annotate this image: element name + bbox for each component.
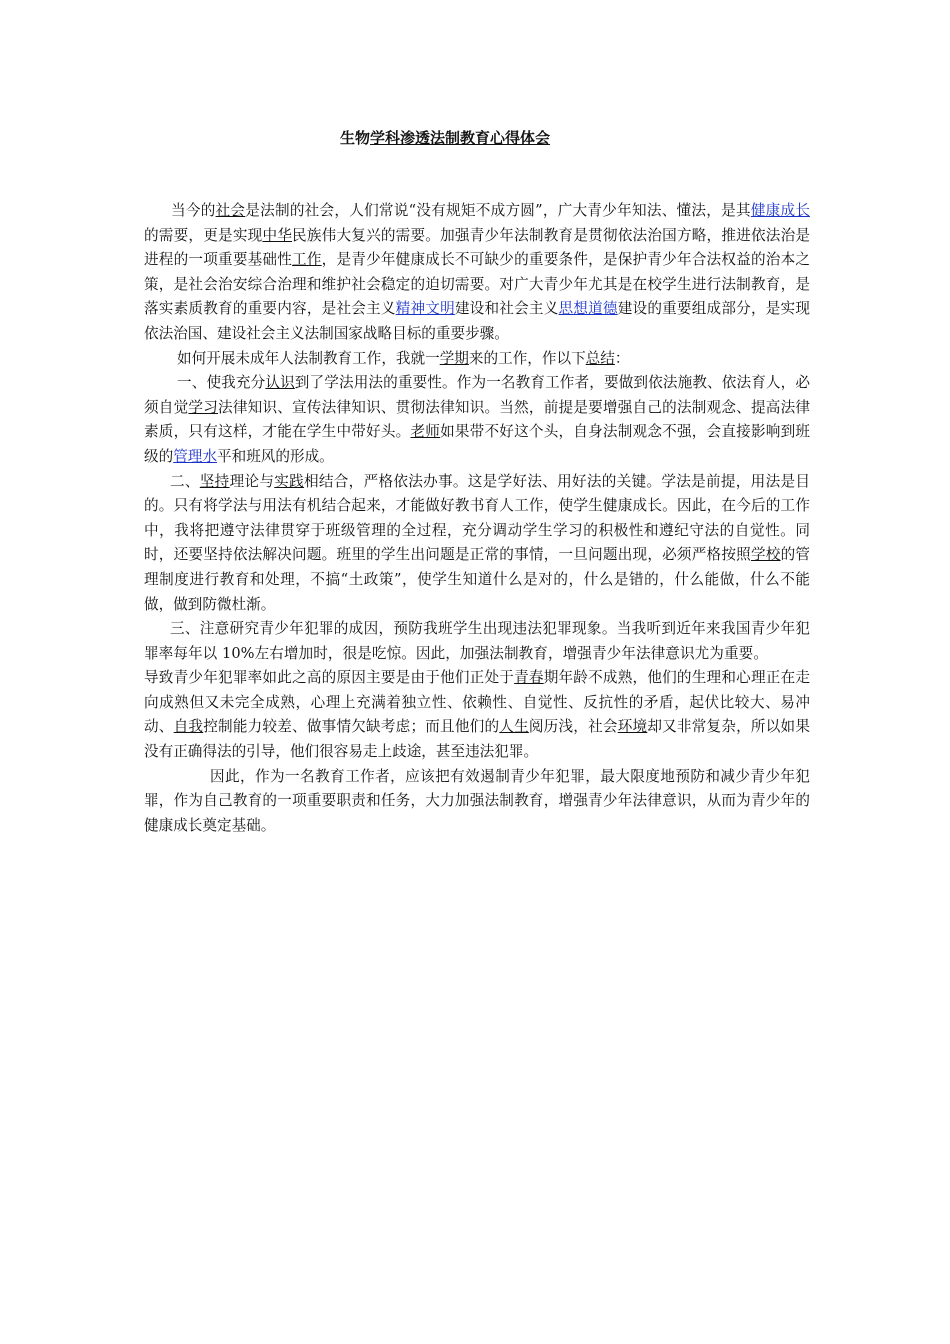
link-qingchun[interactable]: 青春	[514, 669, 544, 687]
link-zongjie[interactable]: 总结	[585, 349, 615, 367]
paragraph-intro: 当今的社会是法制的社会，人们常说“没有规矩不成方圆”，广大青少年知法、懂法，是其健康成长的需要，更是实现中华民族伟大复兴的需要。加强青少年法制教育是贯彻依法治国方略，推进依法治是进程的一项重要基础性工作，是青少年健康成长不可缺少的重要条件，是保护青少年合法权益的治本之策，是社会治安综合治理和维护社会稳定的迫切需要。对广大青少年尤其是在校学生进行法制教育，是落实素质教育的重要内容，是社会主义精神文明建设和社会主义思想道德建设的重要组成部分，是实现依法治国、建设社会主义法制国家战略目标的重要步骤。	[144, 202, 810, 342]
link-jingshen-wenming[interactable]: 精神文明	[395, 300, 455, 318]
link-gongzuo[interactable]: 工作	[292, 251, 322, 269]
link-xueqi[interactable]: 学期	[439, 349, 469, 367]
link-zhonghua[interactable]: 中华	[262, 226, 293, 244]
link-ziwo[interactable]: 自我	[173, 718, 204, 736]
title-main-link[interactable]: 学科渗透法制教育心得体会	[370, 129, 551, 147]
paragraph-conclusion: 因此，作为一名教育工作者，应该把有效遏制青少年犯罪，最大限度地预防和减少青少年犯罪，作为自己教育的一项重要职责和任务，大力加强法制教育，增强青少年法律意识，从而为青少年的健康成长奠定基础。	[144, 767, 810, 834]
document-body	[144, 199, 810, 838]
link-sixiang-daode[interactable]: 思想道德	[558, 300, 618, 318]
link-xuexiao[interactable]: 学校	[750, 546, 781, 564]
document-title	[0, 127, 890, 149]
link-jiankang-chengzhang[interactable]: 健康成长	[750, 202, 810, 219]
link-huanjing[interactable]: 环境	[617, 718, 648, 736]
paragraph-how: 如何开展未成年人法制教育工作，我就一学期来的工作，作以下总结：	[177, 349, 630, 367]
link-rensheng[interactable]: 人生	[499, 718, 529, 736]
paragraph-point-three: 三、注意研究青少年犯罪的成因，预防我班学生出现违法犯罪现象。当我听到近年来我国青少年犯罪率每年以 10%左右增加时，很是吃惊。因此，加强法制教育，增强青少年法律意识尤为重要。导致青少年犯罪率如此之高的原因主要是由于他们正处于青春期年龄不成熟，他们的生理和心理正在走向成熟但又未完全成熟，心理上充满着独立性、依赖性、自觉性、反抗性的矛盾，起伏比较大、易冲动、自我控制能力较差、做事情欠缺考虑；而且他们的人生阅历浅，社会环境却又非常复杂，所以如果没有正确得法的引导，他们很容易走上歧途，甚至违法犯罪。	[144, 620, 810, 761]
link-renshi[interactable]: 认识	[265, 374, 295, 392]
paragraph-point-two: 二、坚持理论与实践相结合，严格依法办事。这是学好法、用好法的关键。学法是前提，用法是目的。只有将学法与用法有机结合起来，才能做好教书育人工作，使学生健康成长。因此，在今后的工作中，我将把遵守法律贯穿于班级管理的全过程，充分调动学生学习的积极性和遵纪守法的自觉性。同时，还要坚持依法解决问题。班里的学生出问题是正常的事情，一旦问题出现，必须严格按照学校的管理制度进行教育和处理，不搞“土政策”，使学生知道什么是对的，什么是错的，什么能做，什么不能做，做到防微杜渐。	[144, 472, 810, 613]
paragraph-point-one: 一、使我充分认识到了学法用法的重要性。作为一名教育工作者，要做到依法施教、依法育人，必须自觉学习法律知识、宣传法律知识、贯彻法律知识。当然，前提是要增强自己的法制观念、提高法律素质，只有这样，才能在学生中带好头。老师如果带不好这个头，自身法制观念不强，会直接影响到班级的管理水平和班风的形成。	[144, 374, 810, 465]
link-guanli-shui[interactable]: 管理水	[173, 447, 217, 465]
link-xuexi[interactable]: 学习	[188, 398, 219, 416]
link-shehui[interactable]: 社会	[215, 202, 246, 219]
link-laoshi[interactable]: 老师	[410, 423, 441, 441]
link-jianchi[interactable]: 坚持	[199, 472, 230, 490]
link-shijian[interactable]: 实践	[274, 472, 305, 490]
title-prefix: 生物	[339, 129, 370, 147]
